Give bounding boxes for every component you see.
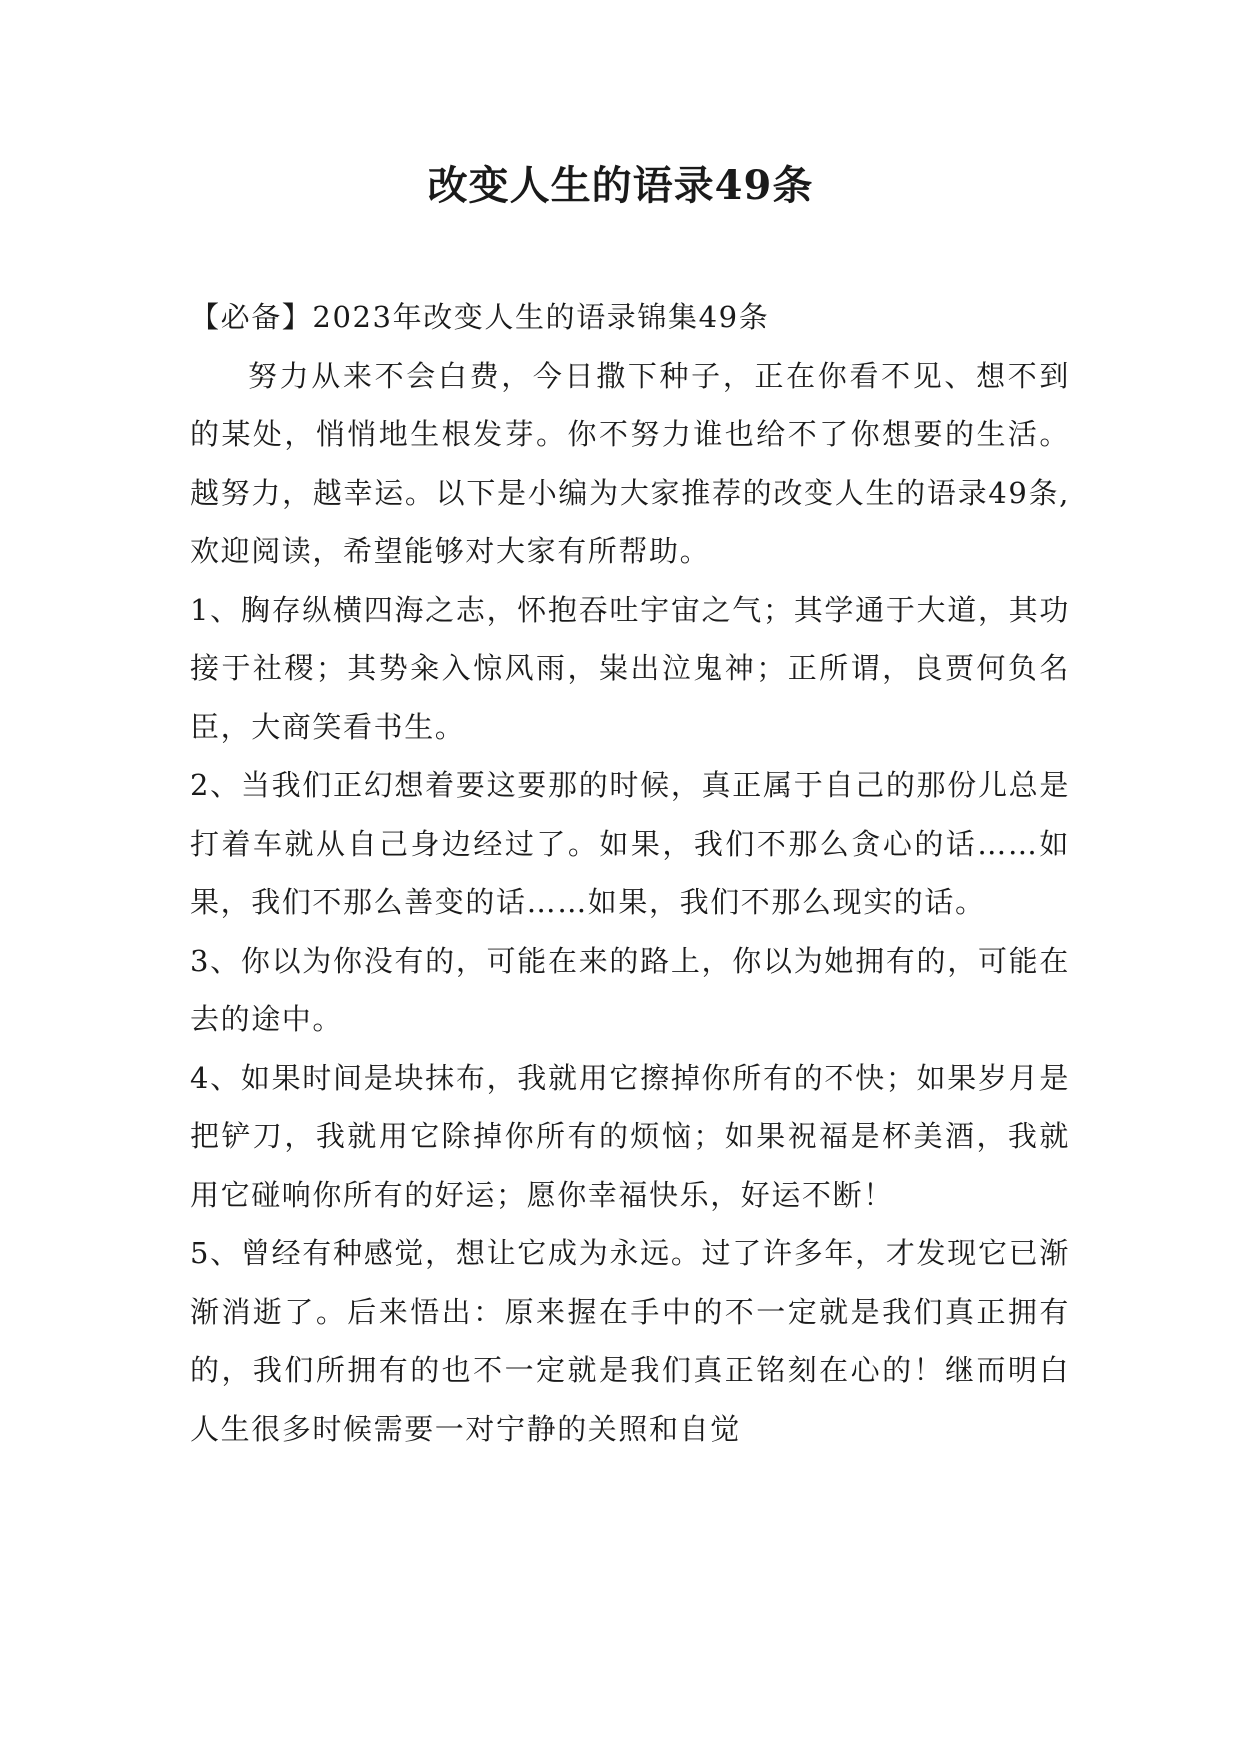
paragraph-heading: 【必备】2023年改变人生的语录锦集49条 — [190, 300, 770, 334]
paragraph-item-2: 2、当我们正幻想着要这要那的时候，真正属于自己的那份儿总是打着车就从自己身边经过了。如果，我们不那么贪心的话……如果，我们不那么善变的话……如果，我们不那么现实的话。 — [190, 768, 1070, 919]
paragraph-item-4: 4、如果时间是块抹布，我就用它擦掉你所有的不快；如果岁月是把铲刀，我就用它除掉你所有的烦恼；如果祝福是杯美酒，我就用它碰响你所有的好运；愿你幸福快乐，好运不断！ — [190, 1060, 1070, 1212]
paragraph-item-1: 1、胸存纵横四海之志，怀抱吞吐宇宙之气；其学通于大道，其功接于社稷；其势籴入惊风雨，粜出泣鬼神；正所谓，良贾何负名臣，大商笑看书生。 — [190, 592, 1070, 744]
document-title: 改变人生的语录49条 — [427, 162, 814, 209]
paragraph-item-5: 5、曾经有种感觉，想让它成为永远。过了许多年，才发现它已渐渐消逝了。后来悟出：原来握在手中的不一定就是我们真正拥有的，我们所拥有的也不一定就是我们真正铭刻在心的！继而明白人生很多时候需要一对宁静的关照和自觉 — [190, 1236, 1070, 1446]
paragraph-intro: 努力从来不会白费，今日撒下种子，正在你看不见、想不到的某处，悄悄地生根发芽。你不努力谁也给不了你想要的生活。越努力，越幸运。以下是小编为大家推荐的改变人生的语录49条,欢迎阅读，希望能够对大家有所帮助。 — [190, 358, 1070, 568]
document-body — [190, 288, 1070, 1458]
paragraph-item-3: 3、你以为你没有的，可能在来的路上，你以为她拥有的，可能在去的途中。 — [190, 943, 1070, 1036]
